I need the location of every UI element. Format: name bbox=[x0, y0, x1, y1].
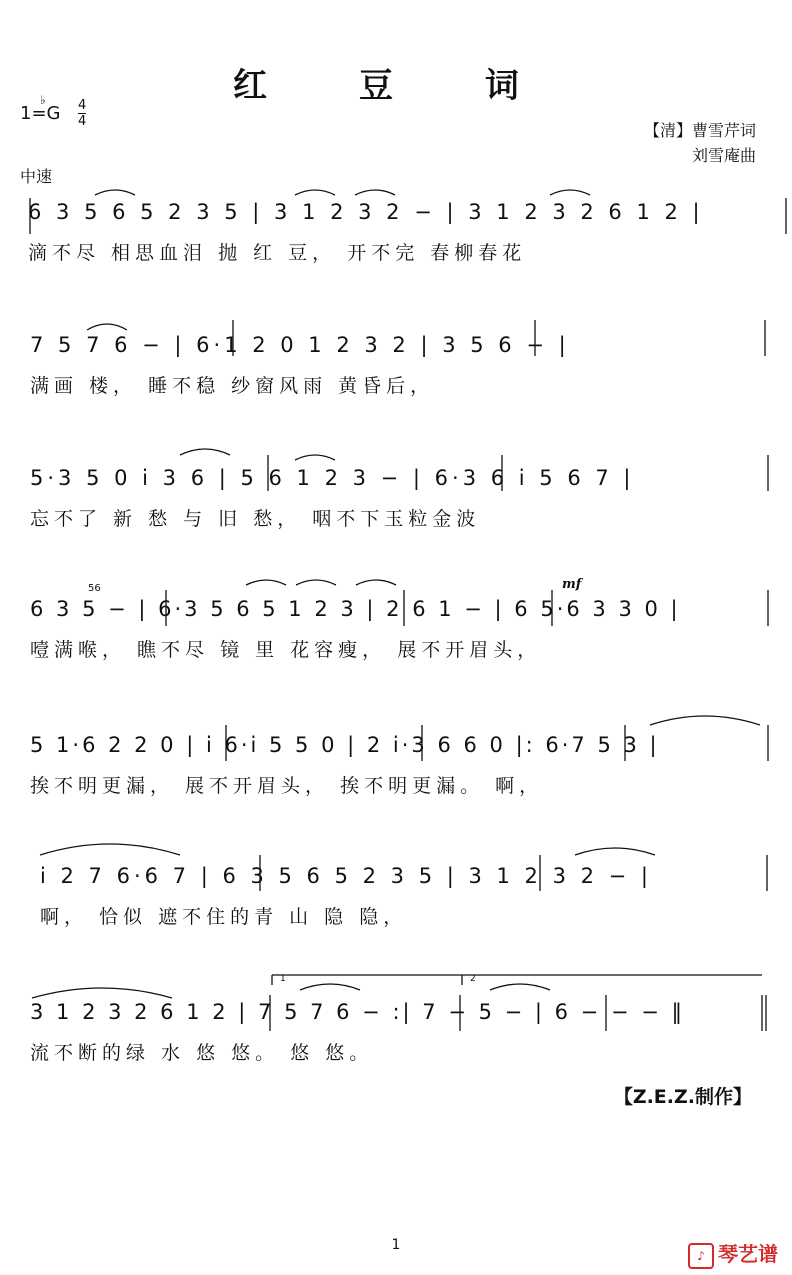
key-label: 1=G bbox=[20, 103, 61, 124]
notes-text: 5·3 5 0 i 3 6 | 5 6 1 2 3 − | 6·3 6 i 5 6 7 | bbox=[30, 466, 635, 490]
watermark bbox=[688, 1238, 778, 1269]
flat-symbol: ♭ bbox=[40, 93, 46, 107]
song-title: 红 豆 词 bbox=[233, 66, 559, 106]
notation-row bbox=[0, 200, 792, 234]
grace-notes: 56 bbox=[88, 583, 101, 594]
watermark-text: 琴艺谱 bbox=[718, 1242, 778, 1266]
lyrics-text: 啊， 恰似 遮不住的青 山 隐 隐， bbox=[40, 906, 408, 928]
key-signature bbox=[20, 93, 61, 124]
lyrics-text: 噎满喉， 瞧不尽 镜 里 花容瘦， 展不开眉头， bbox=[30, 639, 542, 661]
notes-text: 6 3 5 6 5 2 3 5 | 3 1 2 3 2 − | 3 1 2 3 2 6 1 2 | bbox=[28, 200, 704, 224]
notation-row bbox=[0, 733, 792, 767]
notation-row bbox=[0, 597, 792, 631]
logo-icon: ♪ bbox=[688, 1243, 714, 1269]
lyrics-text: 忘不了 新 愁 与 旧 愁， 咽不下玉粒金波 bbox=[30, 508, 481, 530]
credits bbox=[644, 118, 756, 168]
meter-top: 4 bbox=[78, 98, 87, 113]
notes-text: 3 1 2 3 2 6 1 2 | 7 5 7 6 − :| 7 − 5 − | 6 − − − ‖ bbox=[30, 1000, 685, 1024]
tempo-marking: 中速 bbox=[20, 167, 53, 186]
notes-text: i 2 7 6·6 7 | 6 3 5 6 5 2 3 5 | 3 1 2 3 2 − | bbox=[40, 864, 653, 888]
maker-credit: 【Z.E.Z.制作】 bbox=[613, 1086, 752, 1108]
ending-2: 2 bbox=[470, 974, 476, 984]
notes-text: 6 3 5 − | 6·3 5 6 5 1 2 3 | 2 6 1 − | 6 5·6 3 3 0 | bbox=[30, 597, 681, 621]
lyricist: 【清】曹雪芹词 bbox=[643, 121, 756, 140]
notation-row bbox=[0, 466, 792, 500]
lyrics-row bbox=[0, 635, 792, 665]
lyrics-row bbox=[0, 771, 792, 801]
dynamic-marking: mf bbox=[562, 577, 582, 592]
ending-1: 1 bbox=[280, 974, 286, 984]
lyrics-text: 流不断的绿 水 悠 悠。 悠 悠。 bbox=[30, 1042, 374, 1064]
composer: 刘雪庵曲 bbox=[691, 146, 756, 165]
notation-row bbox=[0, 864, 792, 898]
notes-text: 5 1·6 2 2 0 | i 6·i 5 5 0 | 2 i·3 6 6 0 |: 6·7 5 3 | bbox=[30, 733, 660, 757]
notes-text: 7 5 7 6 − | 6·1 2 0 1 2 3 2 | 3 5 6 − | bbox=[30, 333, 570, 357]
notation-row bbox=[0, 333, 792, 367]
notation-row bbox=[0, 1000, 792, 1034]
lyrics-text: 满画 楼， 睡不稳 纱窗风雨 黄昏后， bbox=[30, 375, 435, 397]
page-number: 1 bbox=[391, 1237, 401, 1253]
lyrics-row bbox=[0, 504, 792, 534]
lyrics-text: 滴不尽 相思血泪 抛 红 豆， 开不完 春柳春花 bbox=[28, 242, 527, 264]
meter-bottom: 4 bbox=[78, 114, 87, 129]
lyrics-row bbox=[0, 371, 792, 401]
lyrics-row bbox=[0, 1038, 792, 1068]
lyrics-row bbox=[0, 238, 792, 268]
lyrics-row bbox=[0, 902, 792, 932]
lyrics-text: 挨不明更漏， 展不开眉头， 挨不明更漏。 啊， bbox=[30, 775, 544, 797]
time-signature bbox=[78, 99, 86, 128]
